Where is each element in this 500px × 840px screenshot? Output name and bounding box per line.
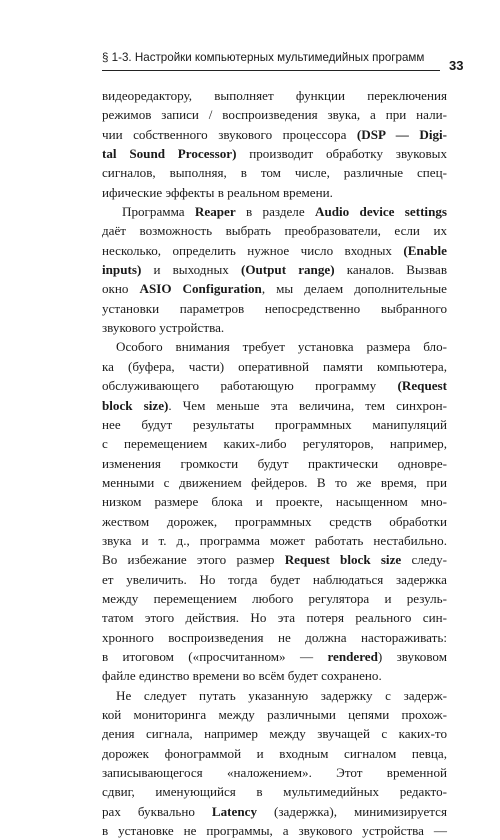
text-run: записывающегося «наложением». Этот временной [102,765,447,781]
text-run: дорожек фонограммой и входным сигналом певца, [102,745,447,761]
text-run: Программа [122,204,195,220]
text-run: сдвиг, именующийся в мультимедийных редакто- [102,784,447,800]
body-text [102,86,447,840]
bold-term: (DSP — Digi- [356,126,447,142]
text-line [102,550,447,569]
text-run: кой мониторинга между различными цепями прохож- [102,707,447,722]
text-run: режимов записи / воспроизведения звука, а при нали- [102,107,447,123]
text-line [102,221,447,240]
text-run: файле единство времени во всём будет сохранено. [102,668,382,684]
text-run: низком размере блока и проекте, насыщенном мно- [102,494,447,510]
text-line [102,531,447,550]
text-line [102,279,447,298]
text-line [102,512,447,531]
bold-term: (Output range) [240,262,335,278]
text-line [102,376,447,395]
text-run: обслуживающего работающую программу [102,378,398,394]
text-line [102,763,447,782]
text-line [102,454,447,473]
text-line [102,144,447,163]
bold-term: block size) [102,397,169,413]
text-line [102,299,447,318]
text-line [102,396,447,415]
text-line [102,589,447,608]
text-run: дения сигнала, например между звучащей с каких-то [102,726,447,742]
text-run: ) звуковом [377,648,447,664]
text-line [102,608,447,627]
text-line [102,105,447,124]
text-run: производит обработку звуковых [236,146,448,162]
text-line [102,86,447,105]
bold-term: inputs) [102,262,142,278]
text-line [102,183,447,202]
text-line [102,666,447,685]
text-line [102,337,447,356]
text-run: следу- [401,552,447,568]
bold-term: (Request [397,378,447,394]
text-run: . Чем меньше эта величина, тем синхрон- [168,397,447,413]
text-run: видеоредактору, выполняет функции переключения [102,88,447,103]
text-line [102,821,447,840]
text-run: нее будут результаты программных манипуляций [102,416,447,432]
text-line [102,647,447,666]
text-run: Не следует путать указанную задержку с задерж- [116,687,447,703]
text-run: хронного воспроизведения не должна настораживать: [102,629,447,645]
text-run: Во избежание этого размер [102,552,285,568]
text-run: Особого внимания требует установка размера бло- [116,339,447,355]
bold-term: (Enable [403,242,447,258]
text-line [102,705,447,724]
text-run: сигналов, выполняя, в том числе, различные спец- [102,165,447,181]
text-line [102,628,447,647]
text-run: ка (буфера, части) оперативной памяти компьютера, [102,358,447,374]
text-run: окно [102,281,140,297]
text-line [102,802,447,821]
text-line [102,434,447,453]
text-run: несколько, определить нужное число входных [102,242,404,258]
bold-term: Latency [211,803,257,819]
bold-term: Audio device settings [315,204,447,220]
text-line [102,415,447,434]
text-run: менными с движением фейдеров. В то же время, при [102,474,447,490]
bold-term: Reaper [194,204,236,220]
text-line [102,202,447,221]
text-run: ифические эффекты в реальном времени. [102,184,333,200]
text-run: звука и т. д., программа может работать нестабильно. [102,532,447,548]
text-line [102,724,447,743]
running-header: § 1-3. Настройки компьютерных мультимедийных программ [102,50,440,71]
text-run: каналов. Вызвав [334,262,448,278]
text-line [102,492,447,511]
text-run: звукового устройства. [102,320,225,336]
text-run: в установке не программы, а звукового устройства — [102,823,447,839]
text-line [102,473,447,492]
text-line [102,260,447,279]
text-run: , мы делаем дополнительные [261,281,447,297]
text-run: даёт возможность выбрать преобразователи, если их [102,223,447,239]
text-run: и выходных [141,262,241,278]
text-run: установки параметров непосредственно выбранного [102,300,447,316]
text-line [102,357,447,376]
text-line [102,782,447,801]
bold-term: Request block size [284,552,402,568]
text-line [102,318,447,337]
text-run: с перемещением каких-либо регуляторов, например, [102,436,447,452]
bold-term: ASIO Configuration [139,281,262,297]
text-line [102,125,447,144]
text-run: в итоговом («просчитанном» — [102,648,328,664]
text-run: рах буквально [102,803,212,819]
text-line [102,686,447,705]
text-line [102,163,447,182]
text-run: чии собственного звукового процессора [102,126,357,142]
text-run: между перемещением любого регулятора и резуль- [102,590,447,606]
text-run: (задержка), минимизируется [257,803,447,819]
text-run: татом этого действия. Но эта потеря реального син- [102,610,447,626]
text-run: в разделе [235,204,315,220]
bold-term: rendered [327,648,378,664]
text-run: жеством дорожек, программных средств обработки [102,513,447,529]
text-run: изменения громкости будут практически одновре- [102,455,447,471]
page-number: 33 [449,58,464,73]
text-run: ет увеличить. Но тогда будет наблюдаться задержка [102,571,447,587]
text-line [102,241,447,260]
text-line [102,744,447,763]
text-line [102,570,447,589]
bold-term: tal Sound Processor) [102,146,237,162]
